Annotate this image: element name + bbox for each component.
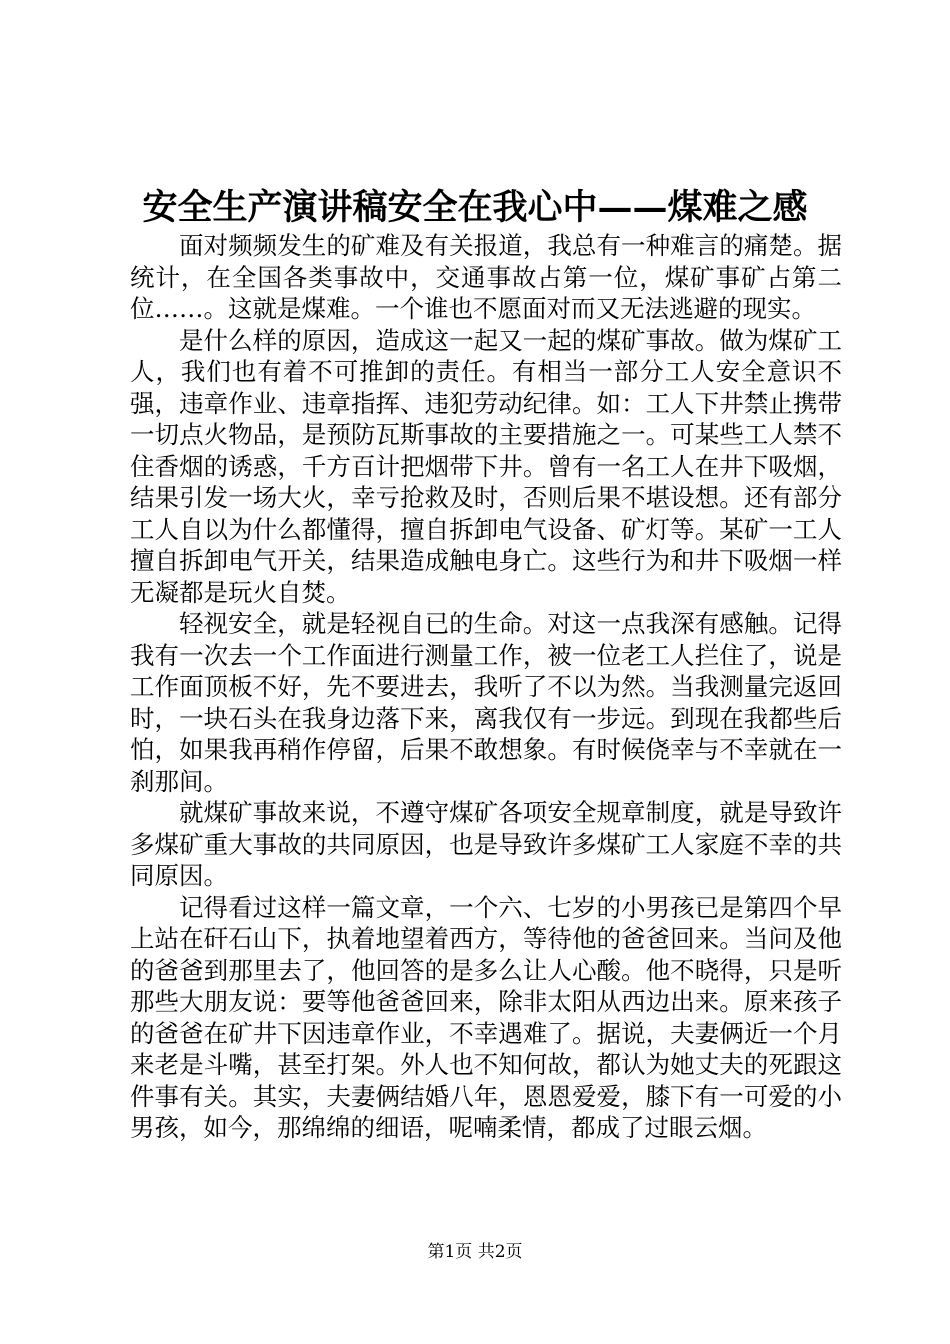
paragraph: 记得看过这样一篇文章，一个六、七岁的小男孩已是第四个早上站在矸石山下，执着地望着西方，等待他的爸爸回来。当问及他的爸爸到那里去了，他回答的是多么让人心酸。他不晓得，只是听那些大朋友说：要等他爸爸回来，除非太阳从西边出来。原来孩子的爸爸在矿井下因违章作业，不幸遇难了。据说，夫妻俩近一个月来老是斗嘴，甚至打架。外人也不知何故，都认为她丈夫的死跟这件事有关。其实，夫妻俩结婚八年，恩恩爱爱，膝下有一可爱的小男孩，如今，那绵绵的细语，呢喃柔情，都成了过眼云烟。 [130, 892, 842, 1142]
paragraph: 轻视安全，就是轻视自已的生命。对这一点我深有感触。记得我有一次去一个工作面进行测量工作，被一位老工人拦住了，说是工作面顶板不好，先不要进去，我听了不以为然。当我测量完返回时，一块石头在我身边落下来，离我仅有一步远。到现在我都些后怕，如果我再稍作停留，后果不敢想象。有时候侥幸与不幸就在一刹那间。 [130, 609, 842, 796]
document-title: 安全生产演讲稿安全在我心中——煤难之感 [142, 187, 808, 228]
document-body [130, 230, 842, 1144]
paragraph: 就煤矿事故来说，不遵守煤矿各项安全规章制度，就是导致许多煤矿重大事故的共同原因，也是导致许多煤矿工人家庭不幸的共同原因。 [130, 798, 842, 890]
page-number-footer: 第1页 共2页 [427, 1242, 523, 1262]
paragraph: 面对频频发生的矿难及有关报道，我总有一种难言的痛楚。据统计，在全国各类事故中，交通事故占第一位，煤矿事矿占第二位……。这就是煤难。一个谁也不愿面对而又无法逃避的现实。 [130, 231, 842, 323]
paragraph: 是什么样的原因，造成这一起又一起的煤矿事故。做为煤矿工人，我们也有着不可推卸的责任。有相当一部分工人安全意识不强，违章作业、违章指挥、违犯劳动纪律。如：工人下井禁止携带一切点火物品，是预防瓦斯事故的主要措施之一。可某些工人禁不住香烟的诱惑，千方百计把烟带下井。曾有一名工人在井下吸烟，结果引发一场大火，幸亏抢救及时，否则后果不堪设想。还有部分工人自以为什么都懂得，擅自拆卸电气设备、矿灯等。某矿一工人擅自拆卸电气开关，结果造成触电身亡。这些行为和井下吸烟一样无凝都是玩火自焚。 [130, 325, 842, 607]
